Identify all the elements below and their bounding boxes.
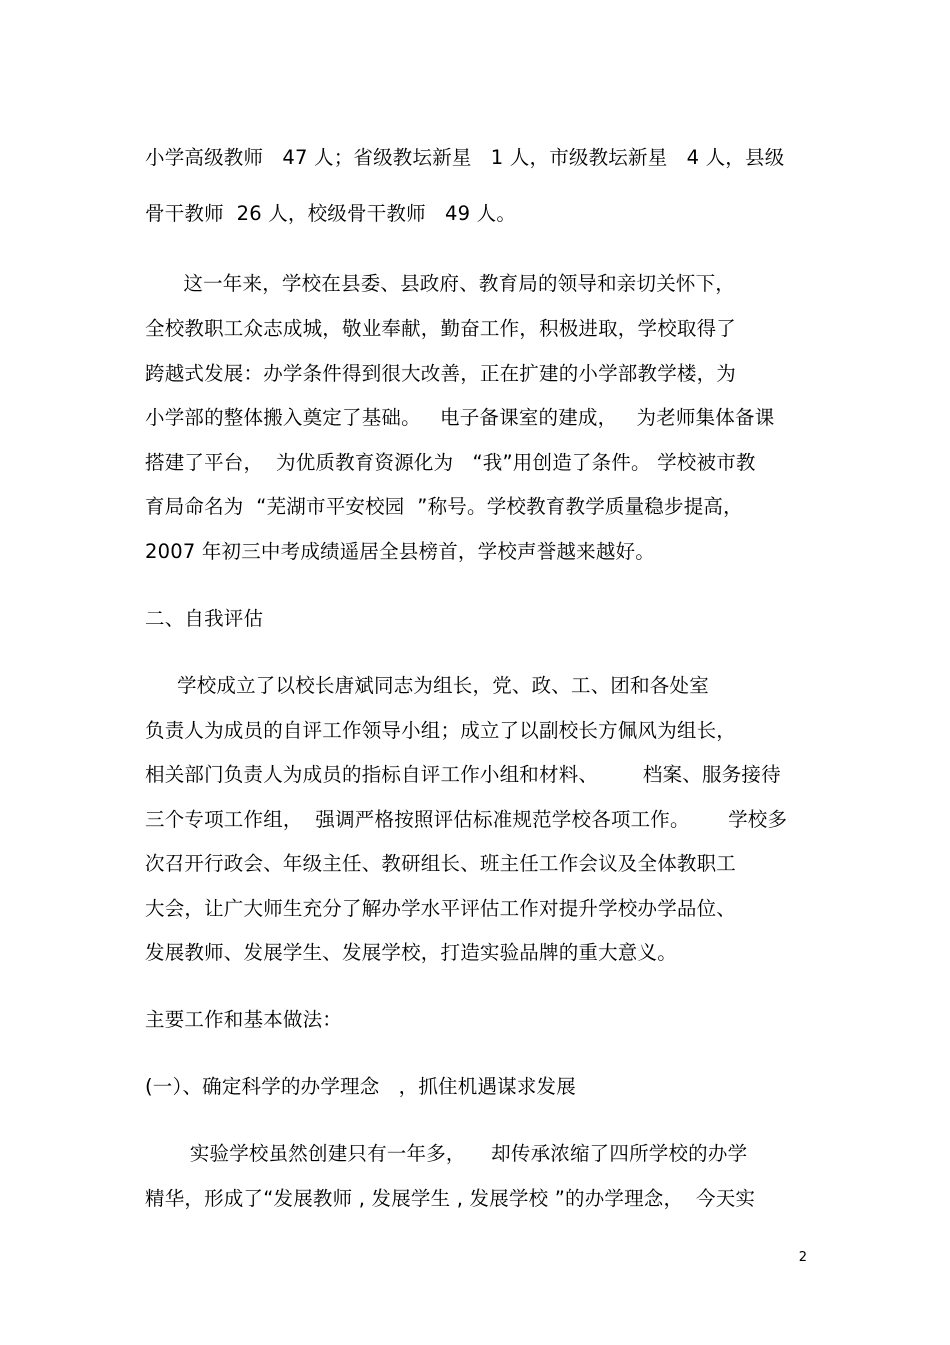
text-line: 育局命名为 “芜湖市平安校园 ”称号。学校教育教学质量稳步提高， (145, 495, 743, 518)
text-line: 2007 年初三中考成绩遥居全县榜首，学校声誉越来越好。 (145, 540, 655, 563)
text-line: 跨越式发展：办学条件得到很大改善，正在扩建的小学部教学楼，为 (145, 362, 737, 385)
text-line: 三个专项工作组， 强调严格按照评估标准规范学校各项工作。 学校多 (145, 808, 788, 831)
text-line: 负责人为成员的自评工作领导小组；成立了以副校长方佩风为组长， (145, 719, 737, 742)
page-number: 2 (798, 1250, 807, 1265)
text-line: 全校教职工众志成城，敬业奉献，勤奋工作，积极进取，学校取得了 (145, 317, 737, 340)
text-line: 学校成立了以校长唐斌同志为组长，党、政、工、团和各处室 (145, 674, 709, 697)
text-line: 次召开行政会、年级主任、教研组长、班主任工作会议及全体教职工 (145, 852, 737, 875)
text-line: 相关部门负责人为成员的指标自评工作小组和材料、 档案、服务接待 (145, 763, 781, 786)
section-heading: 主要工作和基本做法： (145, 1008, 343, 1031)
text-line: 大会，让广大师生充分了解办学水平评估工作对提升学校办学品位、 (145, 897, 737, 920)
text-line: 实验学校虽然创建只有一年多， 却传承浓缩了四所学校的办学 (145, 1142, 748, 1165)
text-line: 搭建了平台， 为优质教育资源化为 “我”用创造了条件。 学校被市教 (145, 451, 756, 474)
section-heading: 二、自我评估 (145, 607, 264, 630)
text-line: 发展教师、发展学生、发展学校，打造实验品牌的重大意义。 (145, 941, 677, 964)
text-line: 小学部的整体搬入奠定了基础。 电子备课室的建成， 为老师集体备课 (145, 406, 775, 429)
subsection-heading: (一）、确定科学的办学理念 ，抓住机遇谋求发展 (145, 1075, 576, 1098)
text-line: 这一年来，学校在县委、县政府、教育局的领导和亲切关怀下， (145, 272, 735, 295)
text-line: 小学高级教师 47 人；省级教坛新星 1 人，市级教坛新星 4 人，县级 (145, 146, 785, 169)
text-line: 精华，形成了“发展教师 , 发展学生 , 发展学校 ”的办学理念， 今天实 (145, 1187, 756, 1210)
text-line: 骨干教师 26 人，校级骨干教师 49 人。 (145, 202, 517, 225)
